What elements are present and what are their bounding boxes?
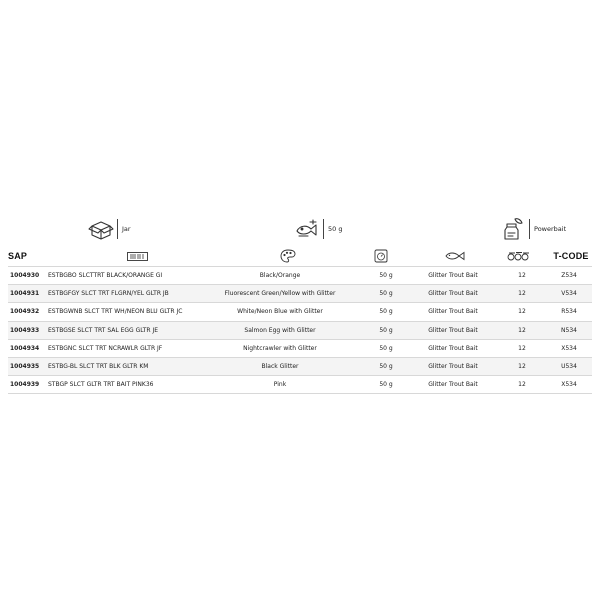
t-code: X534 xyxy=(561,381,577,389)
bait-type: Glitter Trout Bait xyxy=(428,272,478,279)
item-description: ESTBGNC SLCT TRT NCRAWLR GLTR JF xyxy=(48,344,163,352)
t-code: N534 xyxy=(561,326,577,334)
sap-column-header xyxy=(8,246,38,266)
table-row xyxy=(8,321,592,339)
item-description: ESTBGSE SLCT TRT SAL EGG GLTR JE xyxy=(48,326,159,334)
bait-type: Glitter Trout Bait xyxy=(428,308,478,316)
jar-label: Jar xyxy=(122,225,131,233)
item-weight: 50 g xyxy=(379,290,393,298)
weight-column-header xyxy=(371,246,391,266)
weight-label: 50 g xyxy=(328,225,343,233)
sap-number: 1004931 xyxy=(10,290,40,298)
table-row xyxy=(8,357,592,375)
table-row xyxy=(8,266,592,284)
weight-summary xyxy=(294,216,342,242)
pack-quantity: 12 xyxy=(518,290,526,298)
sap-number: 1004930 xyxy=(10,272,40,279)
scale-weight-icon xyxy=(374,249,388,263)
bait-weight-icon xyxy=(294,216,320,242)
item-description: ESTBG-BL SLCT TRT BLK GLTR KM xyxy=(48,362,149,370)
item-weight: 50 g xyxy=(379,326,393,334)
packaging-summary xyxy=(88,216,131,242)
t-code: X534 xyxy=(561,344,577,352)
color-palette-icon xyxy=(280,249,296,263)
separator xyxy=(529,219,530,239)
pack-quantity: 12 xyxy=(518,344,526,352)
item-description: ESTBGWNB SLCT TRT WH/NEON BLU GLTR JC xyxy=(48,308,183,316)
item-weight: 50 g xyxy=(379,362,393,370)
item-color: Black/Orange xyxy=(259,272,301,279)
brand-summary xyxy=(500,216,566,242)
bait-type: Glitter Trout Bait xyxy=(428,326,478,334)
sap-header-label: SAP xyxy=(8,251,28,261)
item-color: Nightcrawler with Glitter xyxy=(243,344,317,352)
pack-quantity: 12 xyxy=(518,272,526,279)
item-color: Salmon Egg with Glitter xyxy=(244,326,316,334)
fish-icon xyxy=(444,251,466,261)
pack-quantity: 12 xyxy=(518,308,526,316)
item-description: STBGP SLCT GLTR TRT BAIT PINK36 xyxy=(48,381,154,389)
sap-number: 1004935 xyxy=(10,362,40,370)
brand-label: Powerbait xyxy=(534,225,567,233)
item-description: ESTBGBO SLCTTRT BLACK/ORANGE GI xyxy=(48,272,163,279)
separator xyxy=(117,219,118,239)
item-weight: 50 g xyxy=(379,344,393,352)
t-code: Z534 xyxy=(561,272,577,279)
open-box-icon xyxy=(88,216,114,242)
barcode-ticket-icon xyxy=(127,251,149,262)
pack-quantity-icon xyxy=(507,251,533,261)
tcode-header-label: T-CODE xyxy=(553,251,589,261)
pack-quantity: 12 xyxy=(518,326,526,334)
item-weight: 50 g xyxy=(379,272,393,279)
description-column-header xyxy=(118,246,158,266)
table-row xyxy=(8,302,592,320)
bait-type: Glitter Trout Bait xyxy=(428,290,478,298)
item-color: Fluorescent Green/Yellow with Glitter xyxy=(224,290,336,298)
item-description: ESTBGFGY SLCT TRT FLGRN/YEL GLTR JB xyxy=(48,290,169,298)
bait-type: Glitter Trout Bait xyxy=(428,344,478,352)
pack-quantity: 12 xyxy=(518,381,526,389)
bait-jar-icon xyxy=(500,216,526,242)
color-column-header xyxy=(275,246,301,266)
separator xyxy=(323,219,324,239)
t-code: R534 xyxy=(561,308,577,316)
table-row xyxy=(8,339,592,357)
bait-type: Glitter Trout Bait xyxy=(428,381,478,389)
item-color: Black Glitter xyxy=(261,362,299,370)
item-weight: 50 g xyxy=(379,308,393,316)
sap-number: 1004934 xyxy=(10,344,40,352)
table-row xyxy=(8,284,592,302)
t-code: V534 xyxy=(561,290,577,298)
bait-type-column-header xyxy=(440,246,470,266)
tcode-column-header xyxy=(546,246,596,266)
bait-type: Glitter Trout Bait xyxy=(428,362,478,370)
table-row xyxy=(8,375,592,394)
sap-number: 1004932 xyxy=(10,308,40,316)
item-color: Pink xyxy=(273,381,287,389)
t-code: U534 xyxy=(561,362,577,370)
sap-number: 1004933 xyxy=(10,326,40,334)
item-color: White/Neon Blue with Glitter xyxy=(237,308,323,316)
quantity-column-header xyxy=(505,246,535,266)
item-weight: 50 g xyxy=(379,381,393,389)
pack-quantity: 12 xyxy=(518,362,526,370)
sap-number: 1004939 xyxy=(10,381,40,389)
product-table xyxy=(8,266,592,394)
